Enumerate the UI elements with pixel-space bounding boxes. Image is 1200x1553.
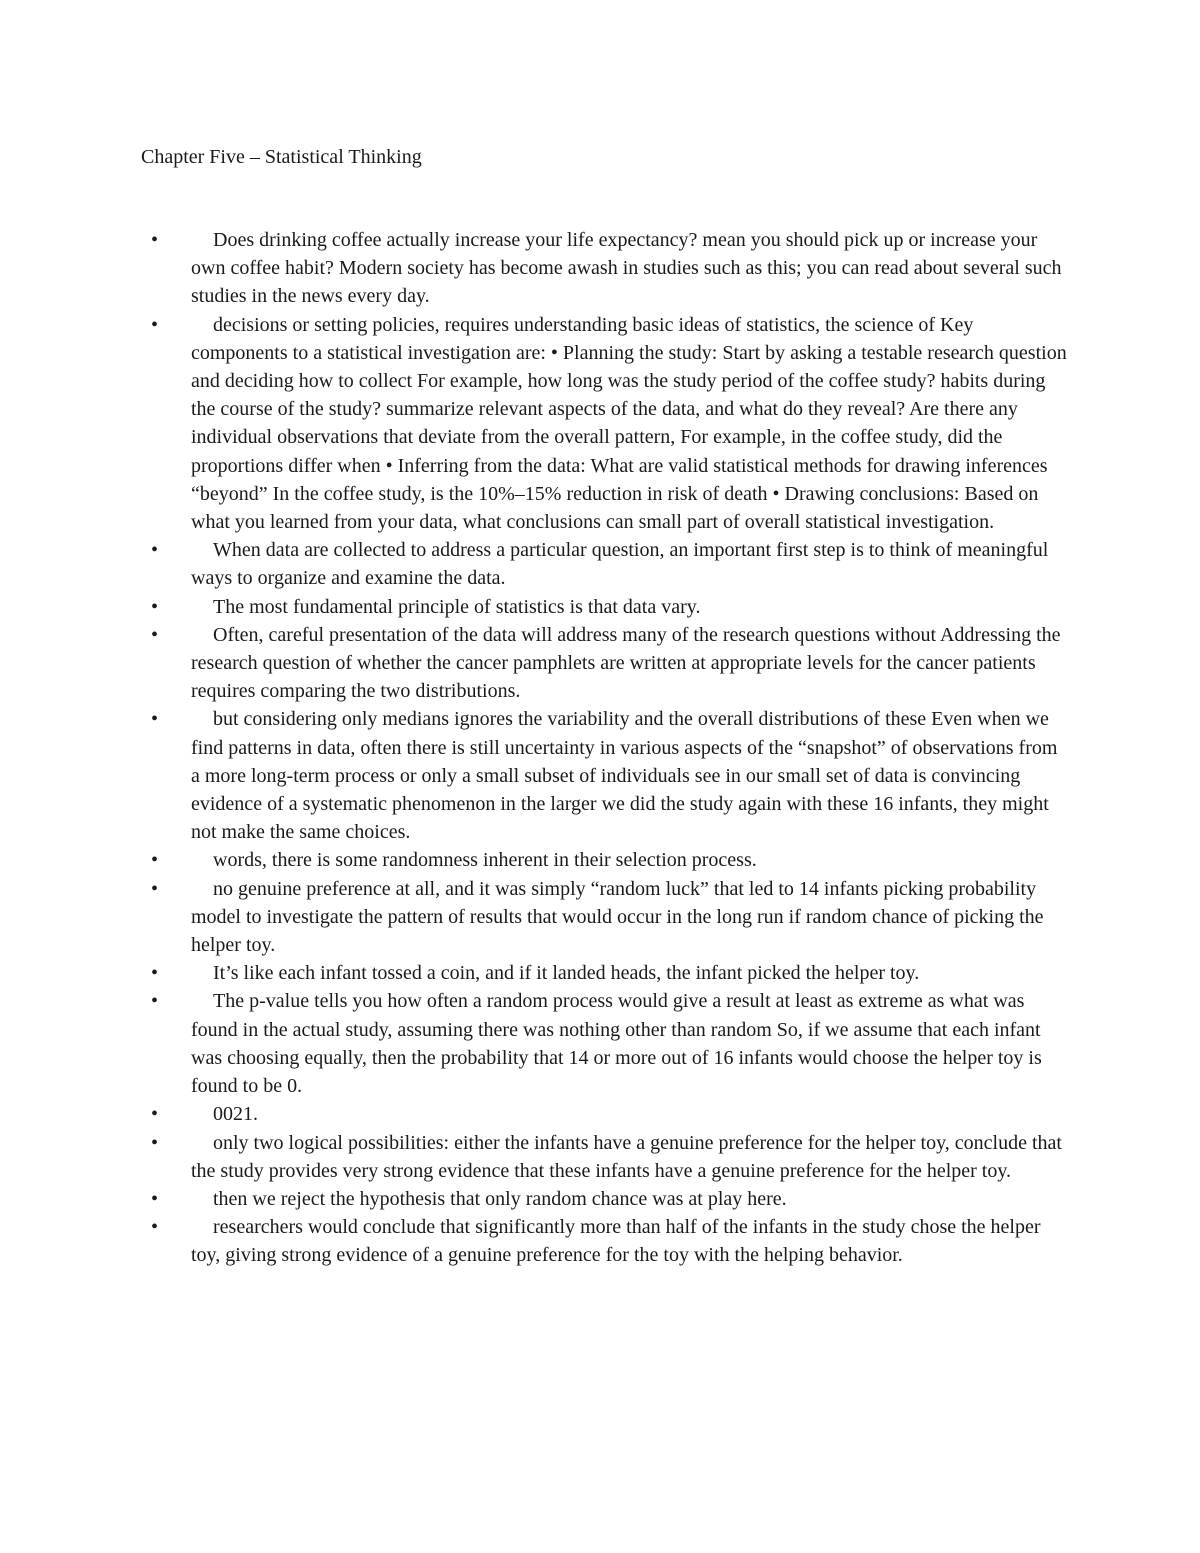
list-item-text: then we reject the hypothesis that only random chance was at play here. [213, 1187, 787, 1210]
list-item-text: Does drinking coffee actually increase your life expectancy? mean you should pick up or increase your own coffee habit? Modern society has become awash in studies such as this; you can read about several such studies in the news every day. [191, 229, 1062, 308]
bullet-icon: • [151, 962, 159, 985]
list-item-text: decisions or setting policies, requires understanding basic ideas of statistics, the science of Key components to a statistical investigation are: • Planning the study: Start by asking a testable research question and deciding how to collect For example, how long was the study period of the coffee study? habits during the course of the study? summarize relevant aspects of the data, and what do they reveal? Are there any individual observations that deviate from the overall pattern, For example, in the coffee study, did the proportions differ when • Inferring from the data: What are valid statistical methods for drawing inferences “beyond” In the coffee study, is the 10%–15% reduction in risk of death • Drawing conclusions: Based on what you learned from your data, what conclusions can small part of overall statistical investigation. [191, 313, 1067, 534]
list-item [141, 875, 1071, 960]
list-item [141, 226, 1071, 311]
bullet-icon: • [151, 313, 159, 336]
bullet-icon: • [151, 623, 159, 646]
bullet-icon: • [151, 708, 159, 731]
bullet-icon: • [151, 1216, 159, 1239]
list-item-text: It’s like each infant tossed a coin, and if it landed heads, the infant picked the helper toy. [213, 962, 920, 985]
bullet-list [141, 226, 1071, 1270]
list-item-text: but considering only medians ignores the variability and the overall distributions of these Even when we find patterns in data, often there is still uncertainty in various aspects of the “snapshot” of observations from a more long-term process or only a small subset of individuals see in our small set of data is convincing evidence of a systematic phenomenon in the larger we did the study again with these 16 infants, they might not make the same choices. [191, 708, 1058, 844]
list-item-text: no genuine preference at all, and it was simply “random luck” that led to 14 infants picking probability model to investigate the pattern of results that would occur in the long run if random chance of picking the helper toy. [191, 877, 1044, 957]
list-item-text: The most fundamental principle of statistics is that data vary. [213, 595, 701, 618]
list-item [141, 987, 1071, 1100]
bullet-icon: • [151, 849, 159, 872]
list-item [141, 1185, 1071, 1213]
list-item [141, 959, 1071, 987]
list-item [141, 1100, 1071, 1128]
bullet-icon: • [151, 539, 159, 562]
list-item [141, 846, 1071, 874]
list-item [141, 1213, 1071, 1269]
list-item-text: The p-value tells you how often a random process would give a result at least as extreme as what was found in the actual study, assuming there was nothing other than random So, if we assume that each infant was choosing equally, then the probability that 14 or more out of 16 infants would choose the helper toy is found to be 0. [191, 990, 1042, 1098]
list-item [141, 593, 1071, 621]
list-item-text: 0021. [213, 1103, 258, 1126]
list-item [141, 621, 1071, 706]
bullet-icon: • [151, 229, 159, 251]
list-item-text: only two logical possibilities: either the infants have a genuine preference for the helper toy, conclude that the study provides very strong evidence that these infants have a genuine preference for the helper toy. [191, 1131, 1062, 1182]
list-item-text: words, there is some randomness inherent in their selection process. [213, 849, 757, 872]
list-item-text: When data are collected to address a particular question, an important first step is to think of meaningful ways to organize and examine the data. [191, 539, 1049, 590]
list-item [141, 1129, 1071, 1185]
bullet-icon: • [151, 595, 159, 618]
list-item [141, 311, 1071, 537]
list-item-text: Often, careful presentation of the data will address many of the research questions without Addressing the research question of whether the cancer pamphlets are written at appropriate levels for the cancer patients requires comparing the two distributions. [191, 623, 1061, 703]
bullet-icon: • [151, 1103, 159, 1126]
list-item [141, 705, 1071, 846]
list-item [141, 536, 1071, 592]
bullet-icon: • [151, 990, 159, 1013]
bullet-icon: • [151, 877, 159, 900]
page-title: Chapter Five – Statistical Thinking [141, 146, 422, 168]
bullet-icon: • [151, 1131, 159, 1154]
bullet-icon: • [151, 1187, 159, 1210]
list-item-text: researchers would conclude that significantly more than half of the infants in the study chose the helper toy, giving strong evidence of a genuine preference for the toy with the helping behavior. [191, 1216, 1041, 1267]
